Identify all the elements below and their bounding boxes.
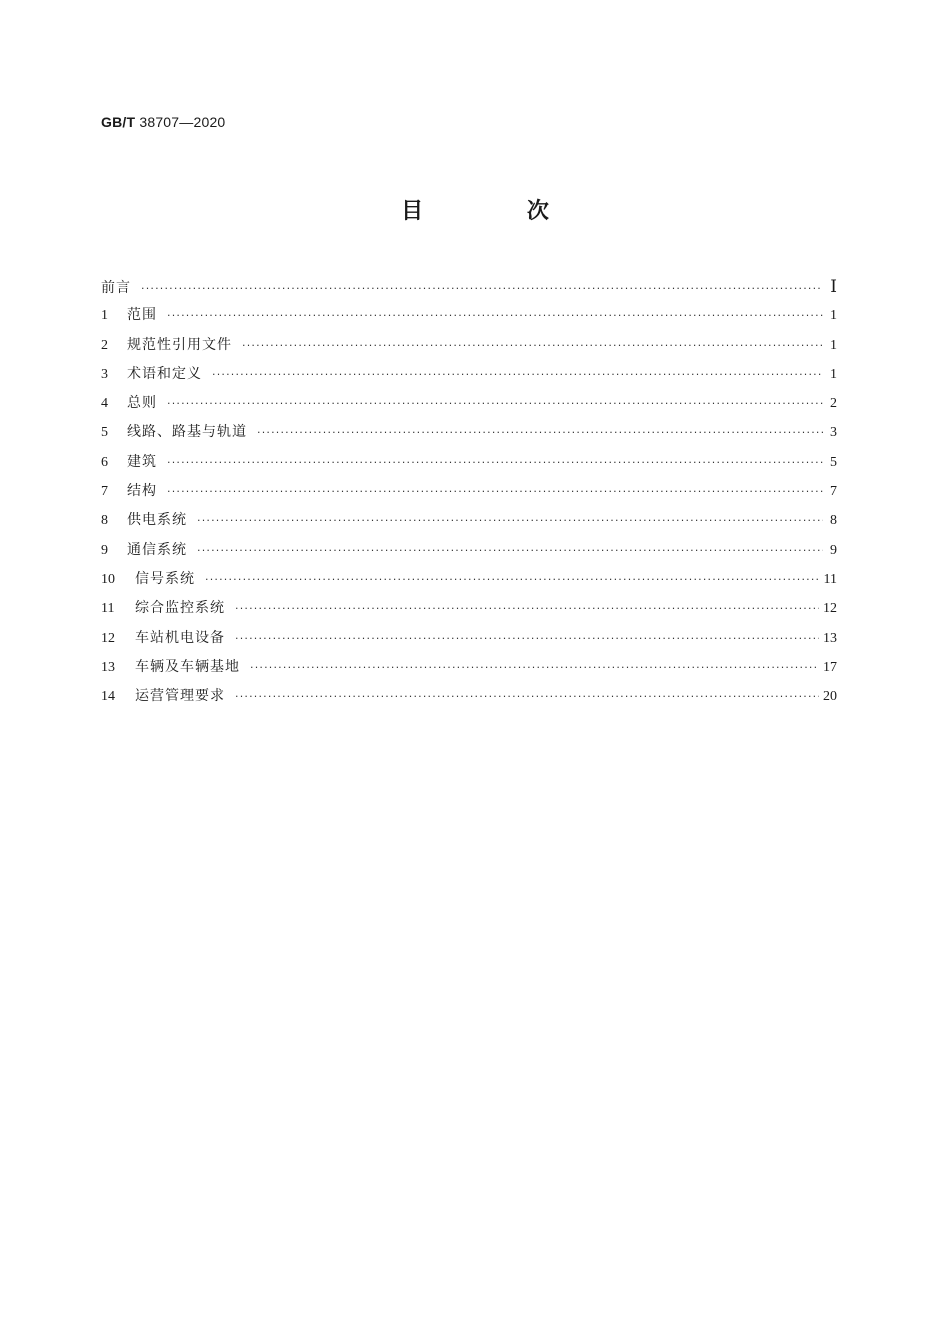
toc-entry-page: 1 (830, 366, 837, 382)
toc-entry-number: 11 (101, 601, 115, 617)
toc-entry-page: Ⅰ (830, 277, 837, 296)
toc-entry-page: 20 (823, 689, 837, 705)
toc-entry-number: 1 (101, 308, 108, 324)
toc-leader-dots (242, 331, 823, 360)
toc-entry-number: 5 (101, 425, 108, 441)
table-of-contents (101, 272, 837, 711)
toc-leader-dots (167, 448, 823, 477)
toc-entry-3[interactable] (101, 360, 837, 389)
toc-leader-dots (167, 301, 823, 330)
toc-entry-page: 2 (830, 396, 837, 412)
toc-entry-label: 信号系统 (135, 570, 195, 587)
toc-entry-number: 10 (101, 571, 115, 587)
toc-entry-label: 术语和定义 (127, 365, 202, 382)
toc-entry-label: 通信系统 (127, 541, 187, 558)
toc-entry-number: 8 (101, 513, 108, 529)
toc-leader-dots (167, 389, 823, 418)
toc-entry-number: 9 (101, 542, 108, 558)
toc-leader-dots (141, 274, 823, 303)
toc-entry-14[interactable] (101, 682, 837, 711)
toc-entry-label: 前言 (101, 280, 131, 296)
standard-code (101, 114, 225, 130)
toc-entry-5[interactable] (101, 418, 837, 447)
toc-entry-number: 2 (101, 337, 108, 353)
toc-entry-2[interactable] (101, 331, 837, 360)
toc-leader-dots (235, 682, 819, 711)
toc-leader-dots (167, 477, 823, 506)
toc-leader-dots (235, 594, 819, 623)
toc-entry-label: 总则 (127, 395, 157, 412)
toc-entry-9[interactable] (101, 536, 837, 565)
toc-entry-label: 供电系统 (127, 512, 187, 529)
toc-entry-number: 13 (101, 659, 115, 675)
toc-leader-dots (235, 624, 819, 653)
standard-prefix: GB/T (101, 114, 136, 130)
toc-entry-6[interactable] (101, 448, 837, 477)
toc-entry-label: 综合监控系统 (135, 600, 225, 617)
toc-leader-dots (212, 360, 823, 389)
toc-leader-dots (205, 565, 820, 594)
toc-entry-label: 结构 (127, 483, 157, 500)
toc-entry-number: 4 (101, 396, 108, 412)
page-title: 目 次 (401, 199, 597, 224)
toc-entry-13[interactable] (101, 653, 837, 682)
toc-entry-page: 11 (823, 571, 837, 587)
toc-leader-dots (197, 536, 823, 565)
toc-entry-page: 9 (830, 542, 837, 558)
toc-entry-page: 7 (830, 484, 837, 500)
toc-leader-dots (250, 653, 819, 682)
toc-entry-label: 范围 (127, 307, 157, 324)
toc-entry-label: 运营管理要求 (135, 688, 225, 705)
toc-entry-number: 14 (101, 689, 115, 705)
toc-entry-page: 8 (830, 513, 837, 529)
toc-leader-dots (197, 506, 823, 535)
toc-entry-1[interactable] (101, 301, 837, 330)
toc-entry-4[interactable] (101, 389, 837, 418)
toc-entry-preface[interactable] (101, 272, 837, 301)
toc-entry-page: 5 (830, 454, 837, 470)
toc-entry-number: 3 (101, 366, 108, 382)
standard-number: 38707—2020 (139, 114, 226, 130)
toc-entry-label: 规范性引用文件 (127, 336, 232, 353)
toc-entry-page: 17 (823, 659, 837, 675)
toc-entry-page: 1 (830, 308, 837, 324)
toc-entry-number: 6 (101, 454, 108, 470)
toc-entry-7[interactable] (101, 477, 837, 506)
toc-entry-page: 12 (823, 601, 837, 617)
toc-entry-page: 13 (823, 630, 837, 646)
toc-entry-11[interactable] (101, 594, 837, 623)
toc-entry-label: 建筑 (127, 453, 157, 470)
toc-entry-number: 12 (101, 630, 115, 646)
toc-entry-label: 车站机电设备 (135, 629, 225, 646)
toc-leader-dots (257, 418, 823, 447)
toc-entry-10[interactable] (101, 565, 837, 594)
toc-entry-label: 车辆及车辆基地 (135, 658, 240, 675)
toc-entry-12[interactable] (101, 624, 837, 653)
toc-entry-page: 1 (830, 337, 837, 353)
toc-entry-page: 3 (830, 425, 837, 441)
toc-entry-number: 7 (101, 484, 108, 500)
toc-entry-8[interactable] (101, 506, 837, 535)
toc-entry-label: 线路、路基与轨道 (127, 424, 247, 441)
